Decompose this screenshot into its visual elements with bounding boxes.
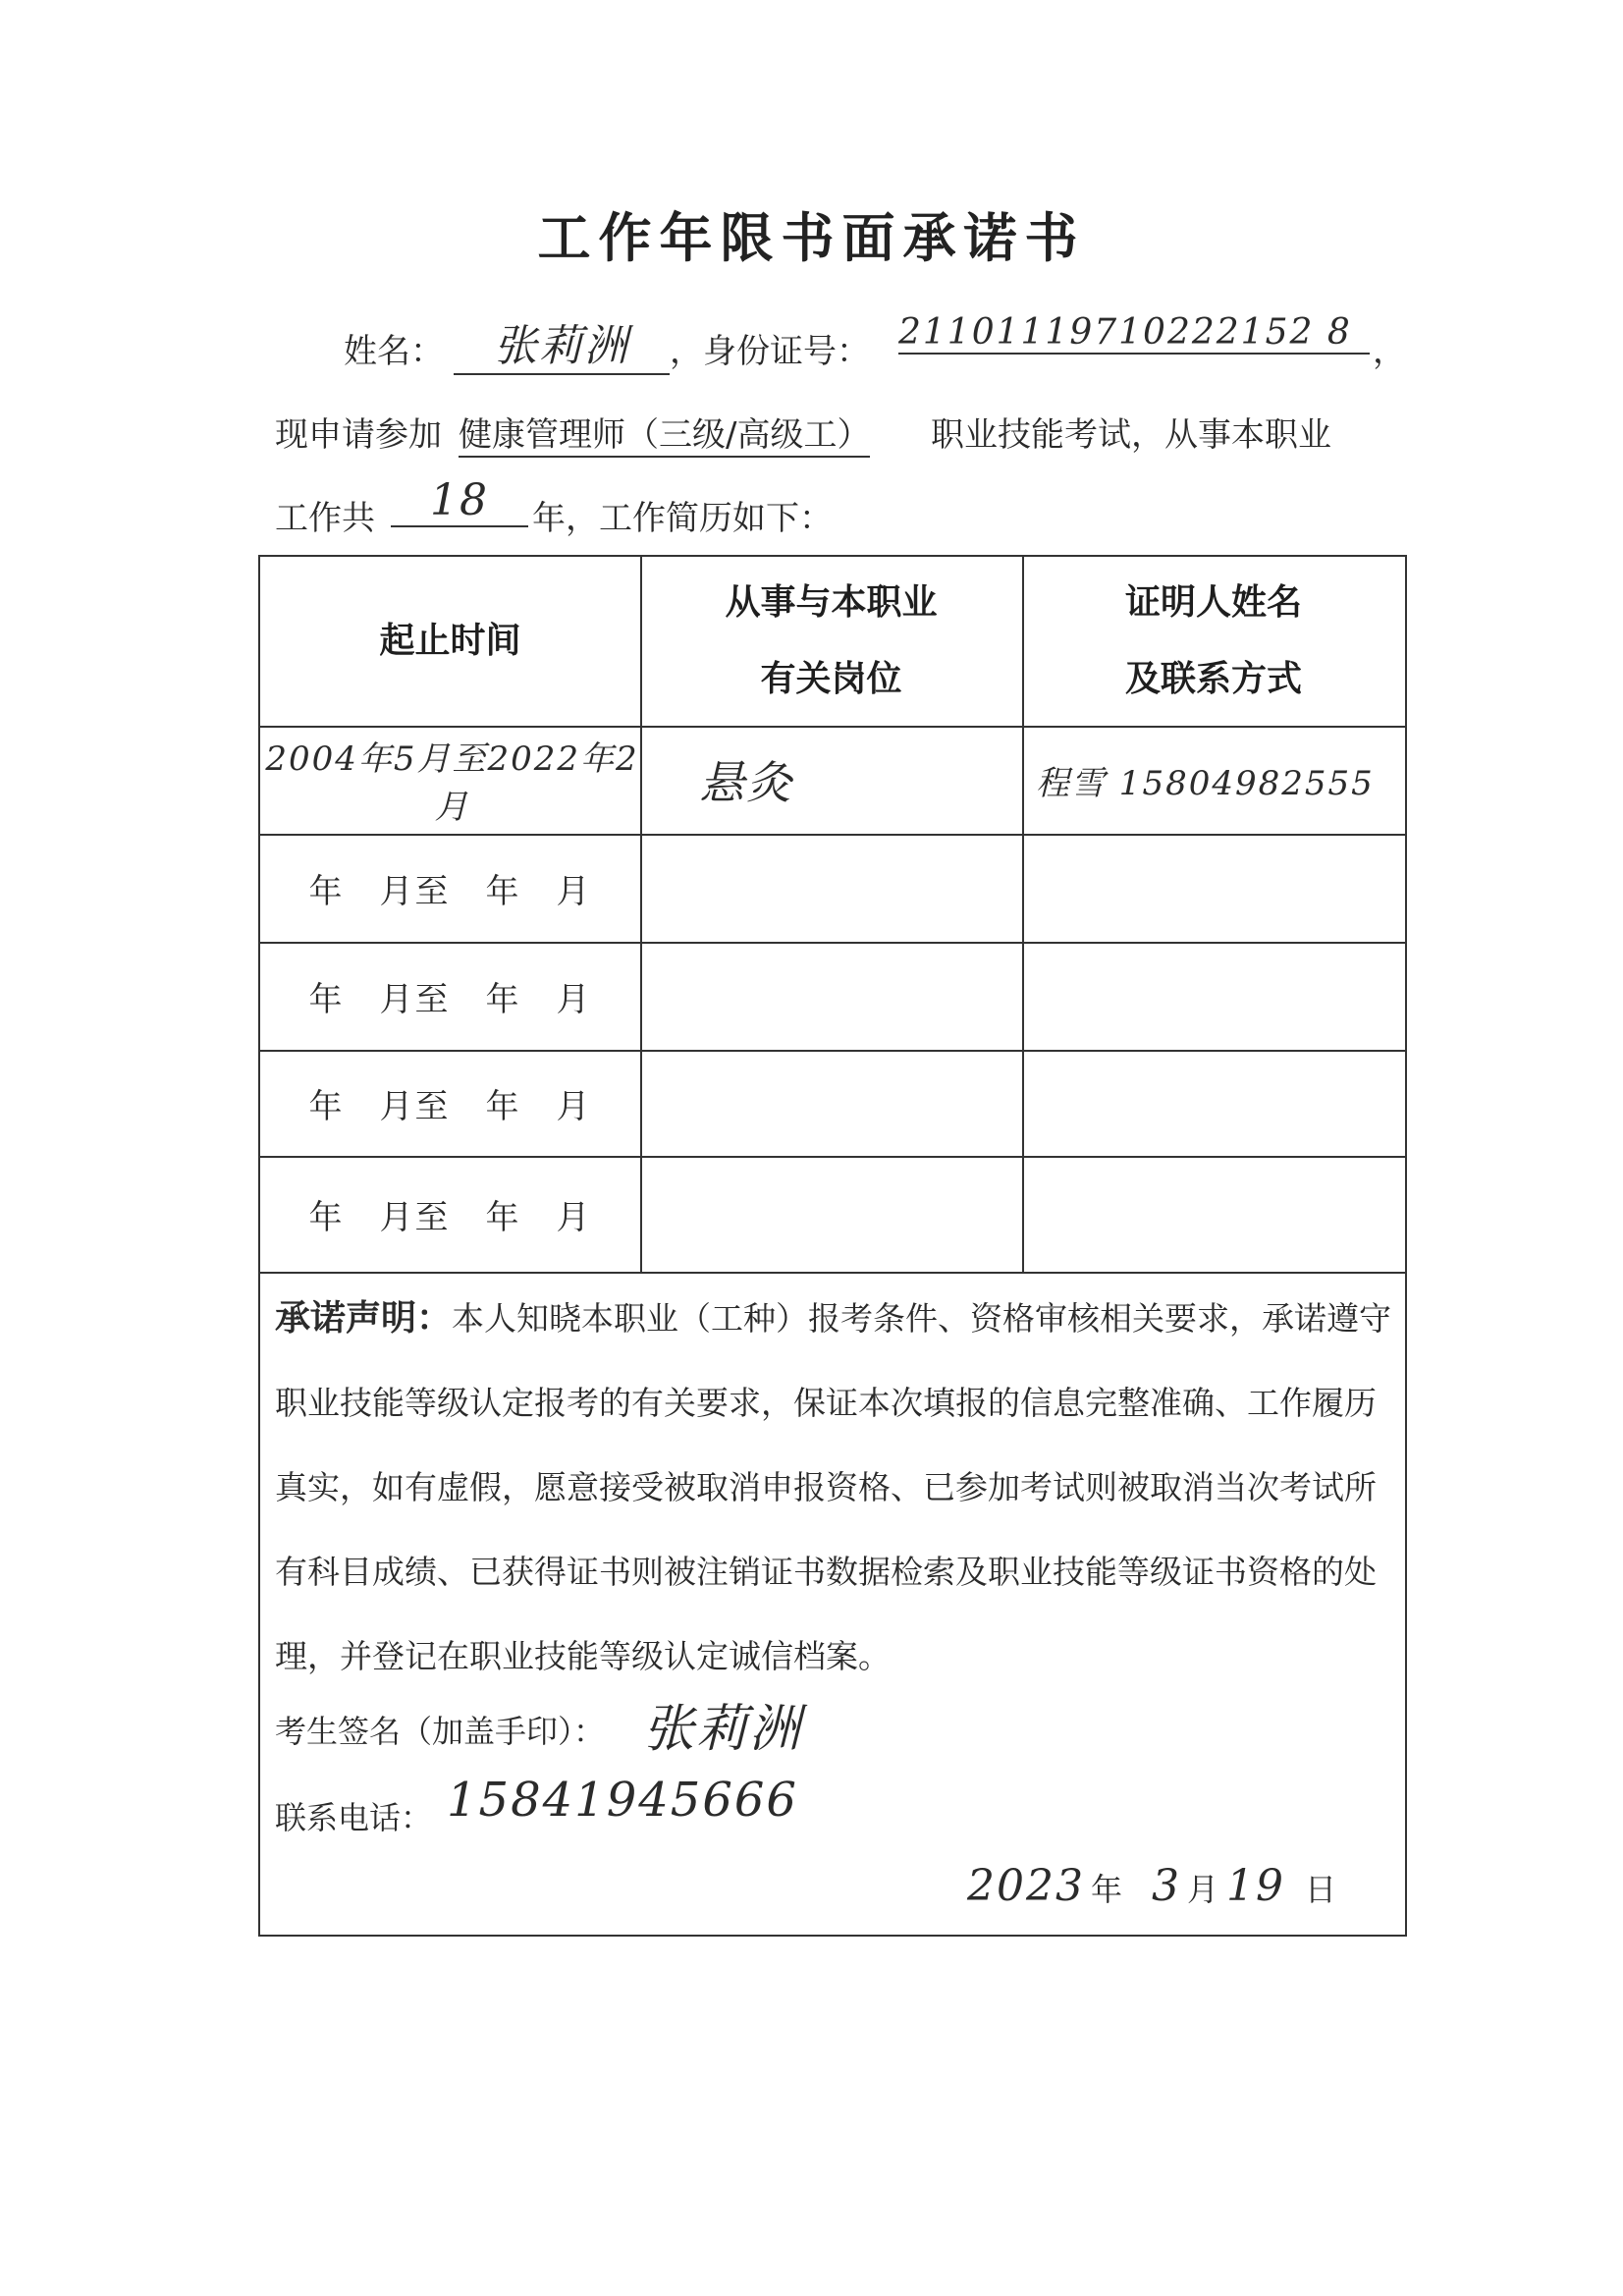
signature-value: 张莉洲 <box>643 1700 803 1759</box>
apply-prefix: 现申请参加 <box>275 415 442 455</box>
row-divider-declaration <box>260 1272 1405 1274</box>
header-witness-line1: 证明人姓名 <box>1124 582 1302 623</box>
phone-label: 联系电话： <box>275 1799 433 1836</box>
name-value: 张莉洲 <box>454 310 670 375</box>
apply-occupation: 健康管理师（三级/高级工） <box>459 408 870 458</box>
work-prefix: 工作共 <box>275 499 375 538</box>
declaration-text: 本人知晓本职业（工种）报考条件、资格审核相关要求，承诺遵守职业技能等级认定报考的有关要求，保证本次填报的信息完整准确、工作履历真实，如有虚假，愿意接受被取消申报资格、已参加考试则被取消当次考试所有科目成绩、已获得证书则被注销证书数据检索及职业技能等级证书资格的处理，并登记在职业技能等级认定诚信档案。 <box>275 1299 1392 1675</box>
id-end-punct: ， <box>1373 332 1406 371</box>
work-years-value: 18 <box>391 475 528 527</box>
id-label: ，身份证号： <box>670 332 870 371</box>
header-position <box>640 557 1022 726</box>
date-day-label: 日 <box>1305 1871 1337 1908</box>
table-row-3-period: 年 月至 年 月 <box>308 979 592 1019</box>
table-row-1-witness: 程雪 15804982555 <box>1036 763 1375 803</box>
date-month-label: 月 <box>1187 1871 1219 1908</box>
date-line <box>967 1861 1336 1911</box>
table-row-5-period: 年 月至 年 月 <box>308 1197 592 1237</box>
header-period-label: 起止时间 <box>379 621 521 661</box>
work-suffix: 年，工作简历如下： <box>532 499 833 538</box>
header-position-line1: 从事与本职业 <box>725 582 938 623</box>
table-row-2-period: 年 月至 年 月 <box>308 871 592 911</box>
date-year-label: 年 <box>1090 1871 1122 1908</box>
header-period <box>260 557 640 726</box>
name-label: 姓名： <box>344 332 444 371</box>
apply-suffix: 职业技能考试，从事本职业 <box>931 415 1331 455</box>
document-title: 工作年限书面承诺书 <box>537 207 1086 269</box>
date-day: 19 <box>1226 1861 1286 1911</box>
signature-label: 考生签名（加盖手印）： <box>275 1713 606 1750</box>
id-number-value: 21101119710222152 8 <box>898 312 1370 355</box>
table-row-1-position: 悬灸 <box>699 756 793 809</box>
table-row-4-period: 年 月至 年 月 <box>308 1086 592 1126</box>
date-year: 2023 <box>967 1861 1085 1911</box>
declaration-label: 承诺声明： <box>275 1298 453 1339</box>
date-month: 3 <box>1152 1861 1181 1911</box>
header-position-line2: 有关岗位 <box>760 659 902 699</box>
table-row-1-period: 2004年5月至2022年2月 <box>265 739 639 827</box>
declaration-block <box>275 1277 1394 1699</box>
header-witness <box>1022 557 1405 726</box>
phone-value: 15841945666 <box>447 1773 798 1828</box>
header-witness-line2: 及联系方式 <box>1124 659 1302 699</box>
